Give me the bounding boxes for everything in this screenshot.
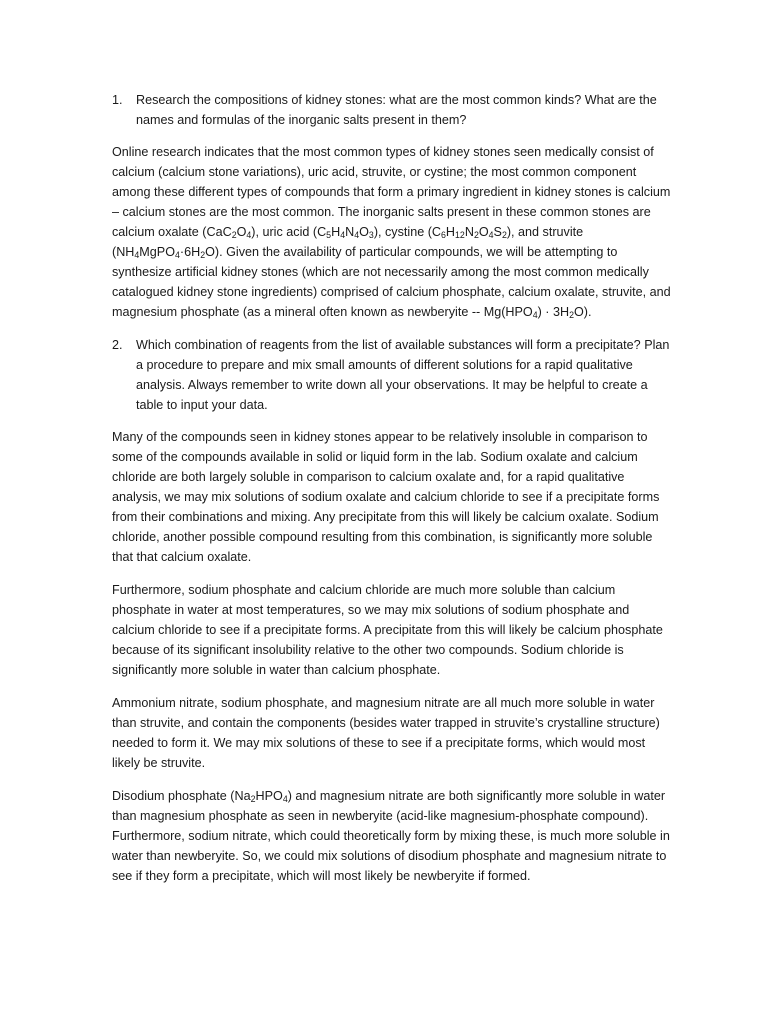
question-text: Research the compositions of kidney stones: what are the most common kinds? What are the names and formulas of the inorganic salts present in them? [136,93,657,127]
question-text: Which combination of reagents from the list of available substances will form a precipitate? Plan a procedure to prepare and mix small amounts of different solutions for a rapid qualitative analysis. Always remember to write down all your observations. It may be helpful to create a table to input your data. [136,338,670,412]
question-number: 1. [112,93,123,107]
question-1 [112,90,672,130]
question-number: 2. [112,338,123,352]
document-page [112,90,672,899]
answer-paragraph-5: Disodium phosphate $(Na_2HPO_4)$ and magnesium nitrate are both significantly more soluble in water than magnesium phosphate as seen in newberyite (acid-like magnesium-phosphate compound). Furthermore, sodium nitrate, which could theoretically form by mixing these, is much more soluble in water than newberyite. So, we could mix solutions of disodium phosphate and magnesium nitrate to see if they form a precipitate, which will most likely be newberyite if formed. [112,789,670,883]
answer-paragraph-4: Ammonium nitrate, sodium phosphate, and magnesium nitrate are all much more soluble in water than struvite, and contain the components (besides water trapped in struvite’s crystalline structure) needed to form it. We may mix solutions of these to see if a precipitate forms, which would most likely be struvite. [112,696,660,770]
answer-paragraph-2: Many of the compounds seen in kidney stones appear to be relatively insoluble in comparison to some of the compounds available in solid or liquid form in the lab. Sodium oxalate and calcium chloride are both largely soluble in comparison to calcium oxalate and, for a rapid qualitative analysis, we may mix solutions of sodium oxalate and calcium chloride to see if a precipitate forms from their combinations and mixing. Any precipitate from this will likely be calcium oxalate. Sodium chloride, another possible compound resulting from this combination, is significantly more soluble that that calcium oxalate. [112,430,660,564]
answer-paragraph-1: Online research indicates that the most common types of kidney stones seen medically consist of calcium (calcium stone variations), uric acid, struvite, or cystine; the most common component among these different types of compounds that form a primary ingredient in kidney stones is calcium – calcium stones are the most common. The inorganic salts present in these common stones are calcium oxalate $(CaC_2O_4)$, uric acid $(C_5H_4N_4O_3)$, cystine $(C_6H_{12}N_2O_4S_2)$, and struvite $(NH_4MgPO_4\cdot 6H_2O)$. Given the availability of particular compounds, we will be attempting to synthesize artificial kidney stones (which are not necessarily among the most common medically catalogued kidney stone ingredients) comprised of calcium phosphate, calcium oxalate, struvite, and magnesium phosphate (as a mineral often known as newberyite -- $Mg(HPO_4) \cdot 3H_2O$). [112,145,671,321]
answer-paragraph-3: Furthermore, sodium phosphate and calcium chloride are much more soluble than calcium phosphate in water at most temperatures, so we may mix solutions of sodium phosphate and calcium chloride to see if a precipitate forms. A precipitate from this will likely be calcium phosphate because of its significant insolubility relative to the other two compounds. Sodium chloride is significantly more soluble in water than calcium phosphate. [112,583,663,677]
question-2 [112,335,672,415]
